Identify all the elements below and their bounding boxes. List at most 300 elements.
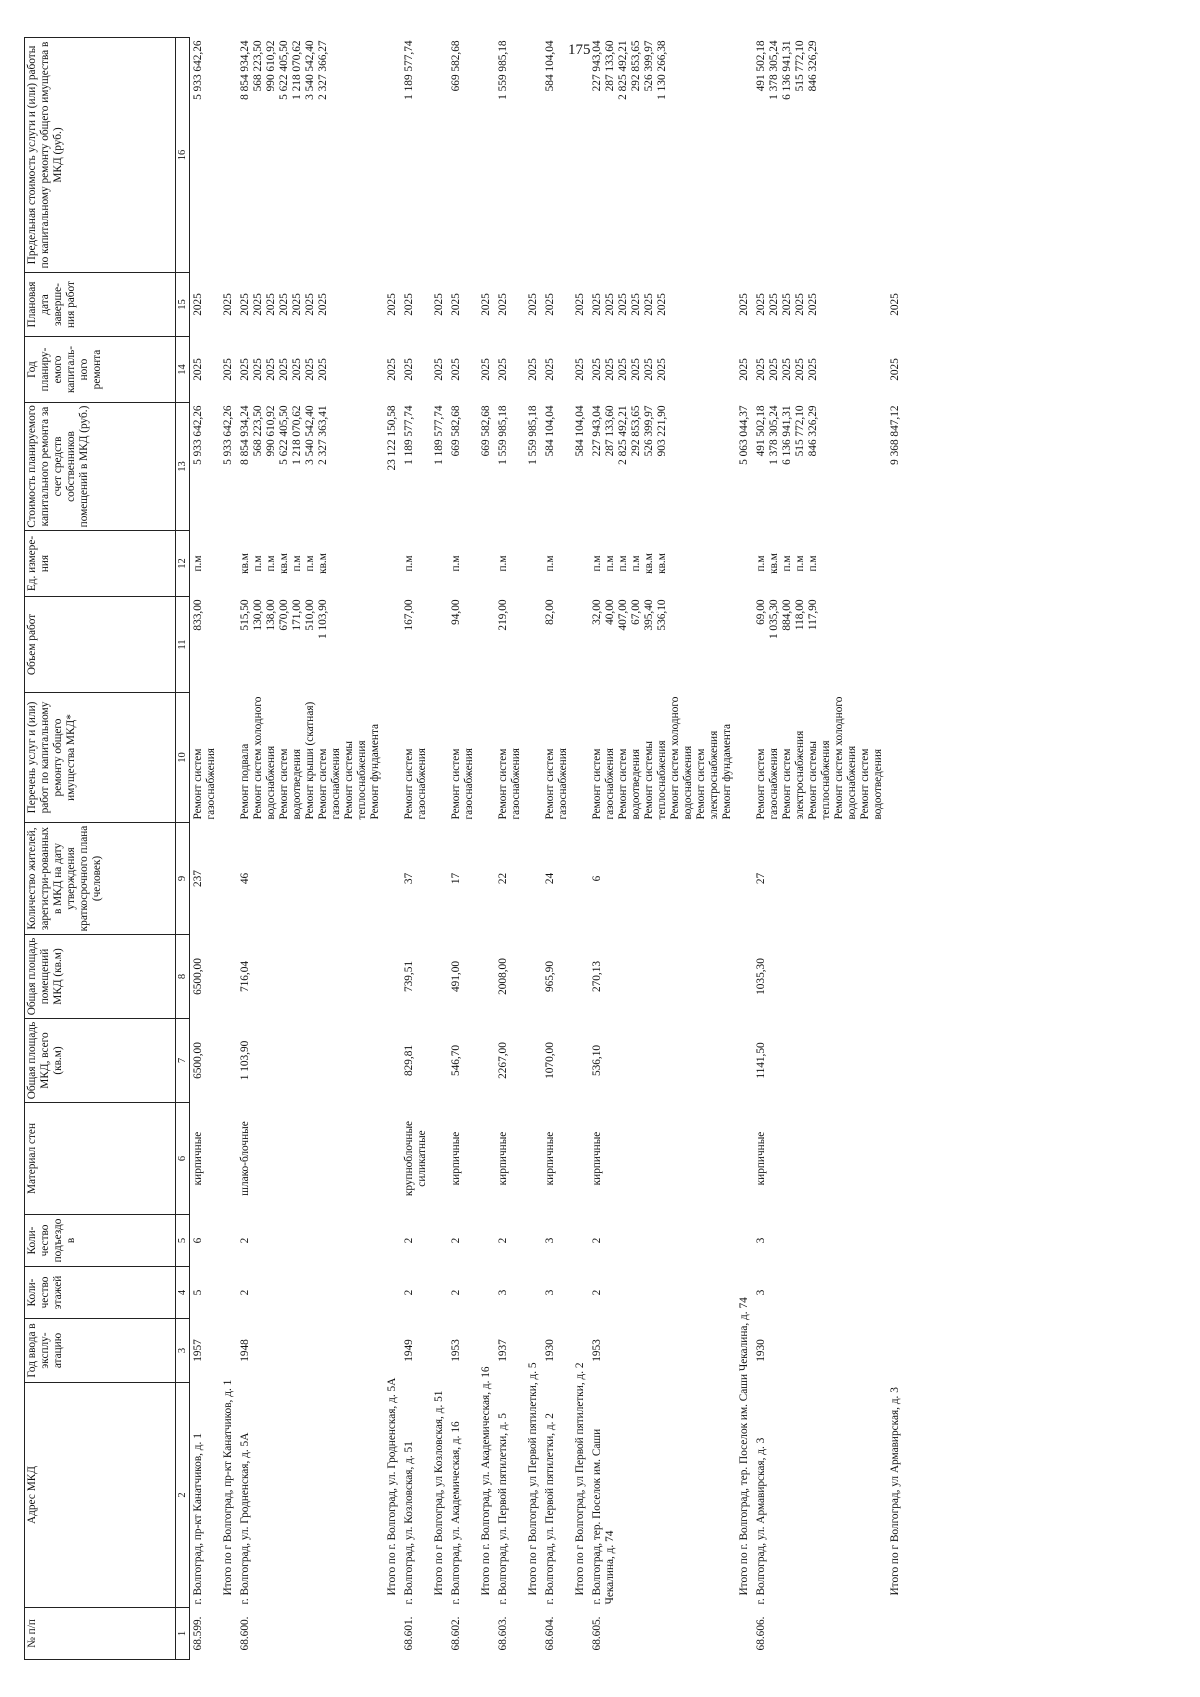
plan-completion-date xyxy=(401,273,431,337)
limit-cost-line: 227 943,04 xyxy=(591,40,603,92)
work-volume-line: 69,00 xyxy=(755,599,767,625)
floors-count: 2 xyxy=(239,1289,251,1296)
floors-count: 3 xyxy=(497,1289,509,1296)
measure-unit-line: п.м xyxy=(450,555,462,572)
row-number: 68.599. xyxy=(192,1616,204,1651)
repair-year-line: 2025 xyxy=(617,358,629,381)
residents-count: 22 xyxy=(497,872,509,885)
work-volume-line: 536,10 xyxy=(656,599,668,631)
total-cost xyxy=(525,403,542,531)
repair-year xyxy=(753,337,887,403)
total-plan-date-line: 2025 xyxy=(889,293,901,316)
plan-completion-date-line: 2025 xyxy=(768,293,780,316)
total-cost-line: 5 063 044,37 xyxy=(738,405,750,465)
commission-year: 1930 xyxy=(755,1339,767,1362)
column-number-16: 16 xyxy=(176,38,190,273)
total-limit-cell xyxy=(525,38,542,273)
limit-cost xyxy=(495,38,525,273)
work-item: Ремонт систем электроснабжения xyxy=(781,730,806,820)
total-cost-line: 669 582,68 xyxy=(480,405,492,457)
plan-completion-date-line: 2025 xyxy=(192,293,204,316)
limit-cost-line: 287 133,60 xyxy=(604,40,616,92)
work-volume-line: 407,00 xyxy=(617,599,629,631)
works-list xyxy=(448,693,478,823)
limit-cost-line: 515 772,10 xyxy=(794,40,806,92)
planned-cost-line: 6 136 941,31 xyxy=(781,405,793,465)
total-cost xyxy=(431,403,448,531)
wall-material: кирпичные xyxy=(755,1131,767,1186)
total-area: 6500,00 xyxy=(192,1042,204,1079)
entrances-count: 6 xyxy=(192,1237,204,1244)
total-row xyxy=(478,38,495,1660)
work-volume-line: 130,00 xyxy=(252,599,264,631)
total-label: Итого по г Волгоград, пр-кт Канатчиков, д. 1 xyxy=(222,1379,234,1596)
building-address: г. Волгоград, ул. Академическая, д. 16 xyxy=(450,1421,462,1605)
total-cost-line: 1 189 577,74 xyxy=(433,405,445,465)
total-plan-date xyxy=(478,273,495,337)
planned-cost xyxy=(401,403,431,531)
repair-year-line: 2025 xyxy=(781,358,793,381)
wall-material: кирпичные xyxy=(591,1131,603,1186)
plan-completion-date xyxy=(542,273,572,337)
total-cost xyxy=(887,403,904,531)
planned-cost-line: 287 133,60 xyxy=(604,405,616,457)
total-area: 1070,00 xyxy=(544,1042,556,1079)
limit-cost xyxy=(401,38,431,273)
commission-year: 1953 xyxy=(591,1339,603,1362)
work-item: Ремонт систем газоснабжения xyxy=(497,748,522,820)
table-row xyxy=(237,38,384,1660)
total-cost-line: 23 122 150,58 xyxy=(386,405,398,471)
planned-cost-line: 526 399,97 xyxy=(643,405,655,457)
limit-cost-line: 5 933 642,26 xyxy=(192,40,204,100)
repair-year-line: 2025 xyxy=(656,358,668,381)
total-repair-year-line: 2025 xyxy=(527,358,539,381)
planned-cost xyxy=(448,403,478,531)
total-repair-year xyxy=(525,337,542,403)
measure-unit-line: п.м xyxy=(497,555,509,572)
column-header-15: Плановая дата заверше-ния работ xyxy=(25,273,176,337)
total-plan-date xyxy=(384,273,401,337)
works-list xyxy=(190,693,221,823)
column-header-7: Общая площадь МКД, всего (кв.м) xyxy=(25,1019,176,1103)
work-item: Ремонт систем газоснабжения xyxy=(591,748,616,820)
column-number-4: 4 xyxy=(176,1267,190,1319)
work-item: Ремонт системы теплоснабжения xyxy=(643,740,668,820)
measure-unit xyxy=(190,531,221,597)
commission-year: 1953 xyxy=(450,1339,462,1362)
floors-count: 5 xyxy=(192,1289,204,1296)
column-header-10: Перечень услуг и (или) работ по капитальному ремонту общего имущества МКД* xyxy=(25,693,176,823)
total-label: Итого по г Волгоград, ул Первой пятилетки, д. 2 xyxy=(574,1362,586,1596)
total-plan-date-line: 2025 xyxy=(433,293,445,316)
limit-cost-line: 1 130 266,38 xyxy=(656,40,668,100)
repair-year-line: 2025 xyxy=(317,358,329,381)
row-number-cell xyxy=(736,1608,753,1660)
limit-cost-line: 6 136 941,31 xyxy=(781,40,793,100)
floors-count: 3 xyxy=(755,1289,767,1296)
total-repair-year xyxy=(220,337,237,403)
limit-cost-line: 568 223,50 xyxy=(252,40,264,92)
works-list xyxy=(237,693,384,823)
repair-year xyxy=(589,337,736,403)
building-address: г. Волгоград, ул. Гродненская, д. 5А xyxy=(239,1432,251,1605)
planned-cost-line: 5 933 642,26 xyxy=(192,405,204,465)
total-area: 1141,50 xyxy=(755,1042,767,1079)
planned-cost xyxy=(753,403,887,531)
total-cost-line: 9 368 847,12 xyxy=(889,405,901,465)
work-item: Ремонт систем холодного водоснабжения xyxy=(252,696,277,820)
total-repair-year xyxy=(736,337,753,403)
total-label: Итого по г. Волгоград, тер. Поселок им. Саши Чекалина, д. 74 xyxy=(738,1297,750,1596)
total-cost-line: 5 933 642,26 xyxy=(222,405,234,465)
work-volume xyxy=(401,597,431,693)
floors-count: 2 xyxy=(450,1289,462,1296)
plan-completion-date-line: 2025 xyxy=(317,293,329,316)
capital-repair-table xyxy=(24,37,904,1660)
total-label: Итого по г. Волгоград, ул. Гродненская, д. 5А xyxy=(386,1377,398,1596)
wall-material: кирпичные xyxy=(450,1131,462,1186)
entrances-count: 2 xyxy=(403,1237,415,1244)
measure-unit xyxy=(237,531,384,597)
plan-completion-date xyxy=(448,273,478,337)
column-header-16: Предельная стоимость услуги и (или) работы по капитальному ремонту общего имущества в МКД (руб.) xyxy=(25,38,176,273)
column-number-3: 3 xyxy=(176,1319,190,1383)
entrances-count: 2 xyxy=(450,1237,462,1244)
total-cost xyxy=(736,403,753,531)
planned-cost-line: 515 772,10 xyxy=(794,405,806,457)
work-item: Ремонт систем электроснабжения xyxy=(695,730,720,820)
measure-unit xyxy=(589,531,736,597)
rotated-table-container xyxy=(24,38,1159,1660)
total-area: 2267,00 xyxy=(497,1042,509,1079)
work-item: Ремонт систем холодного водоснабжения xyxy=(833,696,858,820)
limit-cost-line: 8 854 934,24 xyxy=(239,40,251,100)
work-volume-line: 395,40 xyxy=(643,599,655,631)
plan-completion-date xyxy=(589,273,736,337)
premises-area: 739,51 xyxy=(403,960,415,993)
repair-year-line: 2025 xyxy=(304,358,316,381)
plan-completion-date-line: 2025 xyxy=(604,293,616,316)
planned-cost-line: 846 326,29 xyxy=(807,405,819,457)
work-item: Ремонт систем водоотведения xyxy=(617,748,642,820)
total-repair-year-line: 2025 xyxy=(433,358,445,381)
residents-count: 6 xyxy=(591,875,603,882)
measure-unit xyxy=(542,531,572,597)
repair-year xyxy=(495,337,525,403)
work-volume-line: 40,00 xyxy=(604,599,616,625)
measure-unit-line: кв.м xyxy=(656,553,668,574)
limit-cost xyxy=(237,38,384,273)
repair-year-line: 2025 xyxy=(497,358,509,381)
limit-cost-line: 292 853,65 xyxy=(630,40,642,92)
work-volume xyxy=(542,597,572,693)
table-row xyxy=(448,38,478,1660)
row-number: 68.603. xyxy=(497,1616,509,1651)
column-header-3: Год ввода в эксплу-атацию xyxy=(25,1319,176,1383)
work-volume-line: 884,00 xyxy=(781,599,793,631)
limit-cost-line: 669 582,68 xyxy=(450,40,462,92)
entrances-count: 2 xyxy=(591,1237,603,1244)
commission-year: 1957 xyxy=(192,1339,204,1362)
measure-unit-line: кв.м xyxy=(768,553,780,574)
work-item: Ремонт системы теплоснабжения xyxy=(807,740,832,820)
floors-count: 3 xyxy=(544,1289,556,1296)
table-body xyxy=(190,38,905,1660)
premises-area: 491,00 xyxy=(450,960,462,993)
repair-year-line: 2025 xyxy=(278,358,290,381)
total-cost xyxy=(384,403,401,531)
commission-year: 1930 xyxy=(544,1339,556,1362)
plan-completion-date-line: 2025 xyxy=(403,293,415,316)
column-number-row xyxy=(176,38,190,1660)
total-label: Итого по г Волгоград, ул Армавирская, д. 3 xyxy=(889,1387,901,1596)
work-item: Ремонт систем газоснабжения xyxy=(192,748,217,820)
header-row xyxy=(25,38,176,1660)
work-volume-line: 670,00 xyxy=(278,599,290,631)
work-volume xyxy=(448,597,478,693)
total-plan-date xyxy=(431,273,448,337)
entrances-count: 3 xyxy=(755,1237,767,1244)
limit-cost-line: 584 104,04 xyxy=(544,40,556,92)
table-row xyxy=(401,38,431,1660)
column-number-13: 13 xyxy=(176,403,190,531)
residents-count: 37 xyxy=(403,872,415,885)
measure-unit-line: кв.м xyxy=(278,553,290,574)
plan-completion-date-line: 2025 xyxy=(617,293,629,316)
column-header-11: Объем работ xyxy=(25,597,176,693)
works-list xyxy=(753,693,887,823)
table-row xyxy=(589,38,736,1660)
work-volume-line: 515,50 xyxy=(239,599,251,631)
premises-area: 2008,00 xyxy=(497,958,509,995)
total-limit-cell xyxy=(384,38,401,273)
limit-cost xyxy=(589,38,736,273)
total-plan-date-line: 2025 xyxy=(527,293,539,316)
plan-completion-date xyxy=(190,273,221,337)
work-volume-line: 1 103,90 xyxy=(317,599,329,640)
limit-cost-line: 5 622 405,50 xyxy=(278,40,290,100)
limit-cost xyxy=(448,38,478,273)
total-limit-cell xyxy=(887,38,904,273)
commission-year: 1949 xyxy=(403,1339,415,1362)
column-number-12: 12 xyxy=(176,531,190,597)
plan-completion-date-line: 2025 xyxy=(630,293,642,316)
plan-completion-date-line: 2025 xyxy=(252,293,264,316)
total-repair-year-line: 2025 xyxy=(574,358,586,381)
work-item: Ремонт систем газоснабжения xyxy=(544,748,569,820)
column-number-2: 2 xyxy=(176,1383,190,1608)
column-header-1: № п/п xyxy=(25,1608,176,1660)
work-volume-line: 138,00 xyxy=(265,599,277,631)
column-number-10: 10 xyxy=(176,693,190,823)
work-volume-line: 94,00 xyxy=(450,599,462,625)
work-item: Ремонт систем газоснабжения xyxy=(755,748,780,820)
column-header-2: Адрес МКД xyxy=(25,1383,176,1608)
total-row xyxy=(431,38,448,1660)
repair-year-line: 2025 xyxy=(630,358,642,381)
plan-completion-date xyxy=(495,273,525,337)
limit-cost-line: 2 825 492,21 xyxy=(617,40,629,100)
column-header-5: Коли-чество подъездо в xyxy=(25,1215,176,1267)
repair-year-line: 2025 xyxy=(794,358,806,381)
work-item: Ремонт фундамента xyxy=(369,723,381,820)
wall-material: кирпичные xyxy=(192,1131,204,1186)
planned-cost-line: 1 378 305,24 xyxy=(768,405,780,465)
total-repair-year-line: 2025 xyxy=(738,358,750,381)
repair-year-line: 2025 xyxy=(755,358,767,381)
total-limit-cell xyxy=(736,38,753,273)
total-plan-date xyxy=(220,273,237,337)
repair-year xyxy=(401,337,431,403)
total-repair-year-line: 2025 xyxy=(386,358,398,381)
entrances-count: 2 xyxy=(497,1237,509,1244)
total-area: 546,70 xyxy=(450,1044,462,1077)
plan-completion-date-line: 2025 xyxy=(656,293,668,316)
repair-year xyxy=(448,337,478,403)
repair-year xyxy=(237,337,384,403)
total-limit-cell xyxy=(478,38,495,273)
limit-cost-line: 1 559 985,18 xyxy=(497,40,509,100)
repair-year-line: 2025 xyxy=(192,358,204,381)
total-plan-date-line: 2025 xyxy=(386,293,398,316)
repair-year-line: 2025 xyxy=(643,358,655,381)
total-label: Итого по г Волгоград, ул Козловская, д. 51 xyxy=(433,1390,445,1596)
measure-unit xyxy=(448,531,478,597)
column-number-1: 1 xyxy=(176,1608,190,1660)
total-plan-date-line: 2025 xyxy=(222,293,234,316)
work-volume xyxy=(753,597,887,693)
floors-count: 2 xyxy=(591,1289,603,1296)
plan-completion-date xyxy=(753,273,887,337)
column-number-7: 7 xyxy=(176,1019,190,1103)
row-number: 68.602. xyxy=(450,1616,462,1651)
planned-cost-line: 491 502,18 xyxy=(755,405,767,457)
work-volume-line: 167,00 xyxy=(403,599,415,631)
total-repair-year-line: 2025 xyxy=(889,358,901,381)
row-number-cell xyxy=(431,1608,448,1660)
planned-cost-line: 1 189 577,74 xyxy=(403,405,415,465)
work-volume xyxy=(237,597,384,693)
total-plan-date-line: 2025 xyxy=(574,293,586,316)
plan-completion-date-line: 2025 xyxy=(291,293,303,316)
measure-unit-line: п.м xyxy=(630,555,642,572)
work-volume-line: 32,00 xyxy=(591,599,603,625)
total-plan-date xyxy=(736,273,753,337)
work-item: Ремонт систем водоотведения xyxy=(859,748,884,820)
table-row xyxy=(753,38,887,1660)
row-number-cell xyxy=(572,1608,589,1660)
premises-area: 270,13 xyxy=(591,960,603,993)
column-number-6: 6 xyxy=(176,1103,190,1215)
work-volume-line: 1 035,30 xyxy=(768,599,780,640)
total-repair-year-line: 2025 xyxy=(480,358,492,381)
premises-area: 716,04 xyxy=(239,960,251,993)
plan-completion-date-line: 2025 xyxy=(497,293,509,316)
total-cost xyxy=(572,403,589,531)
building-address: г. Волгоград, ул. Первой пятилетки, д. 2 xyxy=(544,1413,556,1605)
entrances-count: 2 xyxy=(239,1237,251,1244)
column-number-5: 5 xyxy=(176,1215,190,1267)
total-plan-date-line: 2025 xyxy=(480,293,492,316)
total-area: 536,10 xyxy=(591,1044,603,1077)
planned-cost xyxy=(495,403,525,531)
work-item: Ремонт систем газоснабжения xyxy=(317,748,342,820)
measure-unit xyxy=(753,531,887,597)
work-item: Ремонт систем газоснабжения xyxy=(403,748,428,820)
total-row xyxy=(220,38,237,1660)
planned-cost-line: 3 540 542,40 xyxy=(304,405,316,465)
planned-cost-line: 669 582,68 xyxy=(450,405,462,457)
measure-unit xyxy=(401,531,431,597)
planned-cost-line: 8 854 934,24 xyxy=(239,405,251,465)
total-repair-year xyxy=(478,337,495,403)
commission-year: 1948 xyxy=(239,1339,251,1362)
repair-year xyxy=(190,337,221,403)
planned-cost-line: 1 559 985,18 xyxy=(497,405,509,465)
column-header-4: Коли-чество этажей xyxy=(25,1267,176,1319)
column-number-15: 15 xyxy=(176,273,190,337)
limit-cost xyxy=(753,38,887,273)
work-item: Ремонт систем водоотведения xyxy=(278,748,303,820)
planned-cost-line: 584 104,04 xyxy=(544,405,556,457)
measure-unit-line: п.м xyxy=(403,555,415,572)
limit-cost xyxy=(190,38,221,273)
planned-cost-line: 990 610,92 xyxy=(265,405,277,457)
work-volume-line: 510,00 xyxy=(304,599,316,631)
plan-completion-date-line: 2025 xyxy=(755,293,767,316)
planned-cost xyxy=(542,403,572,531)
total-cost xyxy=(478,403,495,531)
work-volume-line: 82,00 xyxy=(544,599,556,625)
residents-count: 237 xyxy=(192,870,204,887)
total-plan-date xyxy=(572,273,589,337)
table-row xyxy=(190,38,221,1660)
total-plan-date xyxy=(525,273,542,337)
measure-unit-line: п.м xyxy=(755,555,767,572)
total-limit-cell xyxy=(220,38,237,273)
total-limit-cell xyxy=(572,38,589,273)
measure-unit-line: п.м xyxy=(265,555,277,572)
measure-unit-line: п.м xyxy=(591,555,603,572)
work-volume-line: 219,00 xyxy=(497,599,509,631)
work-item: Ремонт системы теплоснабжения xyxy=(343,740,368,820)
building-address: г. Волгоград, ул. Армавирская, д. 3 xyxy=(755,1437,767,1605)
planned-cost xyxy=(190,403,221,531)
total-area: 1 103,90 xyxy=(239,1040,251,1081)
planned-cost-line: 2 825 492,21 xyxy=(617,405,629,465)
planned-cost-line: 227 943,04 xyxy=(591,405,603,457)
limit-cost-line: 3 540 542,40 xyxy=(304,40,316,100)
planned-cost-line: 568 223,50 xyxy=(252,405,264,457)
row-number: 68.605. xyxy=(591,1616,603,1651)
entrances-count: 3 xyxy=(544,1237,556,1244)
works-list xyxy=(589,693,736,823)
limit-cost-line: 491 502,18 xyxy=(755,40,767,92)
work-item: Ремонт фундамента xyxy=(721,723,733,820)
plan-completion-date-line: 2025 xyxy=(304,293,316,316)
repair-year-line: 2025 xyxy=(291,358,303,381)
wall-material: шлако-блочные xyxy=(239,1121,251,1196)
plan-completion-date-line: 2025 xyxy=(643,293,655,316)
repair-year-line: 2025 xyxy=(403,358,415,381)
work-volume-line: 833,00 xyxy=(192,599,204,631)
building-address: г. Волгоград, ул. Первой пятилетки, д. 5 xyxy=(497,1413,509,1605)
total-row xyxy=(736,38,753,1660)
planned-cost-line: 2 327 363,41 xyxy=(317,405,329,465)
total-repair-year-line: 2025 xyxy=(222,358,234,381)
work-volume-line: 67,00 xyxy=(630,599,642,625)
